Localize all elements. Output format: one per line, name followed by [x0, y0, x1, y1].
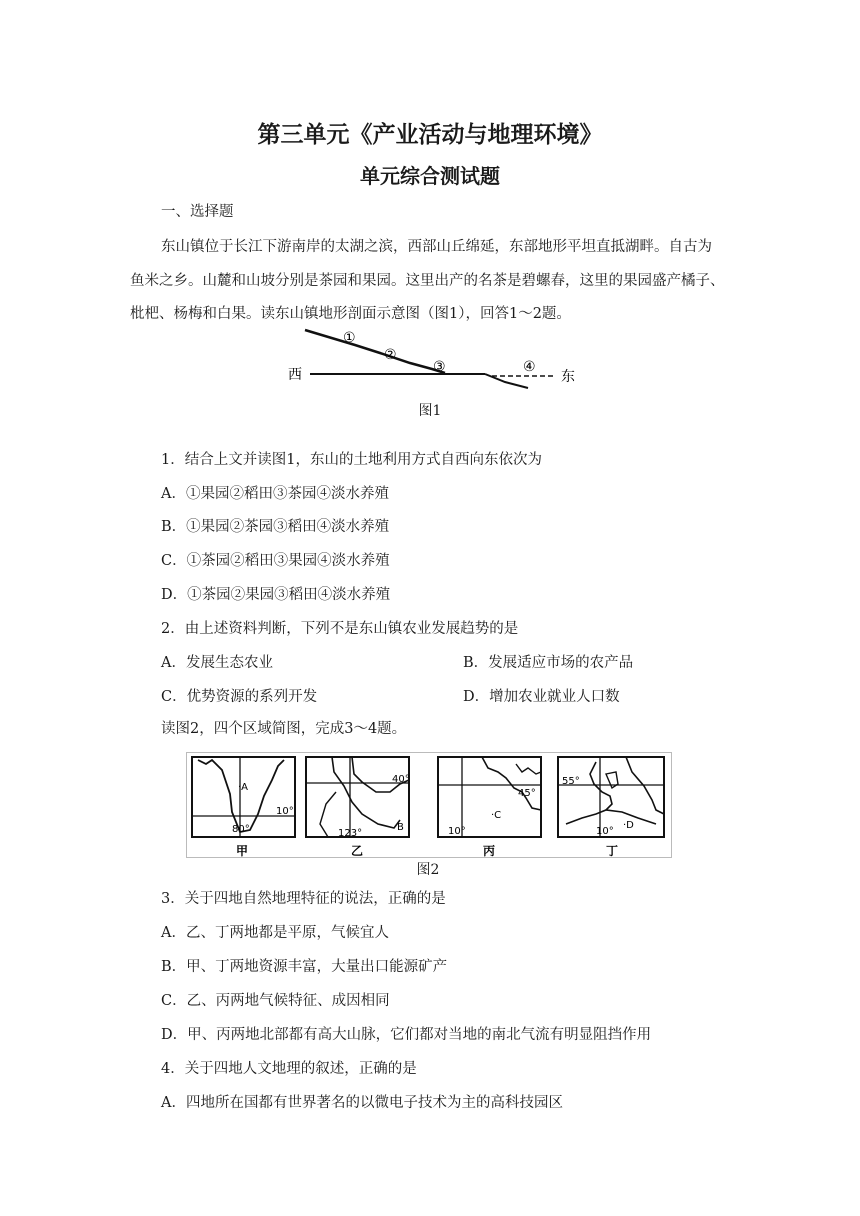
q1-option: D．①茶园②果园③稻田④淡水养殖	[161, 587, 391, 603]
marker-4: ④	[523, 359, 536, 375]
q2-stem: 2．由上述资料判断，下列不是东山镇农业发展趋势的是	[161, 621, 519, 637]
intro-line: 枇杷、杨梅和白果。读东山镇地形剖面示意图（图1），回答1～2题。	[130, 306, 571, 322]
west-label: 西	[288, 367, 302, 383]
fig2-intro: 读图2，四个区域简图，完成3～4题。	[161, 721, 407, 737]
q4-stem: 4．关于四地人文地理的叙述，正确的是	[161, 1061, 417, 1077]
panel-name: 甲	[236, 844, 249, 858]
intro-line: 东山镇位于长江下游南岸的太湖之滨，西部山丘绵延，东部地形平坦直抵湖畔。自古为	[161, 239, 712, 255]
q3-option: B．甲、丁两地资源丰富，大量出口能源矿产	[161, 959, 448, 975]
q2-option: C．优势资源的系列开发	[161, 689, 318, 705]
lat-label: 10°	[276, 806, 294, 817]
lat-label: 55°	[562, 776, 580, 787]
point-a-label: ·A	[238, 782, 249, 793]
point-b-label: B	[397, 822, 404, 833]
lon-label: 80°	[232, 824, 250, 835]
q1-option: B．①果园②茶园③稻田④淡水养殖	[161, 519, 390, 535]
lake-bed-line	[485, 374, 528, 388]
east-label: 东	[561, 369, 575, 385]
q3-option: D．甲、丙两地北部都有高大山脉，它们都对当地的南北气流有明显阻挡作用	[161, 1027, 652, 1043]
document-subtitle: 单元综合测试题	[360, 164, 500, 188]
fig1-caption: 图1	[418, 403, 442, 419]
point-c-label: ·C	[491, 810, 502, 821]
region-maps-figure	[186, 752, 672, 858]
fig2-caption: 图2	[416, 862, 440, 878]
q4-option: A．四地所在国都有世界著名的以微电子技术为主的高科技园区	[161, 1095, 563, 1111]
document-title: 第三单元《产业活动与地理环境》	[257, 122, 603, 148]
map-panel-yi	[306, 757, 410, 858]
hill-slope-line	[305, 330, 445, 373]
map-panel-jia	[192, 757, 295, 858]
terrain-profile-figure	[280, 325, 580, 393]
q3-option: C．乙、丙两地气候特征、成因相同	[161, 993, 390, 1009]
q3-stem: 3．关于四地自然地理特征的说法，正确的是	[161, 891, 446, 907]
map-panel-bing	[438, 757, 541, 858]
q3-option: A．乙、丁两地都是平原，气候宜人	[161, 925, 389, 941]
marker-2: ②	[384, 347, 397, 363]
q1-option: C．①茶园②稻田③果园④淡水养殖	[161, 553, 390, 569]
section-heading: 一、选择题	[161, 204, 234, 220]
q2-option: A．发展生态农业	[161, 655, 273, 671]
panel-name: 乙	[351, 844, 364, 858]
point-d-label: ·D	[623, 820, 634, 831]
lat-label: 45°	[518, 788, 536, 799]
q1-option: A．①果园②稻田③茶园④淡水养殖	[161, 486, 389, 502]
intro-line: 鱼米之乡。山麓和山坡分别是茶园和果园。这里出产的名茶是碧螺春，这里的果园盛产橘子、	[130, 273, 725, 289]
lat-label: 40°	[392, 774, 410, 785]
lon-label: 10°	[448, 826, 466, 837]
q2-option: B．发展适应市场的农产品	[463, 655, 634, 671]
map-panel-ding	[558, 757, 664, 858]
panel-name: 丁	[606, 844, 619, 858]
q1-stem: 1．结合上文并读图1，东山的土地利用方式自西向东依次为	[161, 452, 542, 468]
panel-name: 丙	[483, 844, 496, 858]
lon-label: 10°	[596, 826, 614, 837]
marker-1: ①	[343, 330, 356, 346]
q2-option: D．增加农业就业人口数	[463, 689, 620, 705]
marker-3: ③	[433, 359, 446, 375]
lon-label: 123°	[338, 828, 363, 839]
